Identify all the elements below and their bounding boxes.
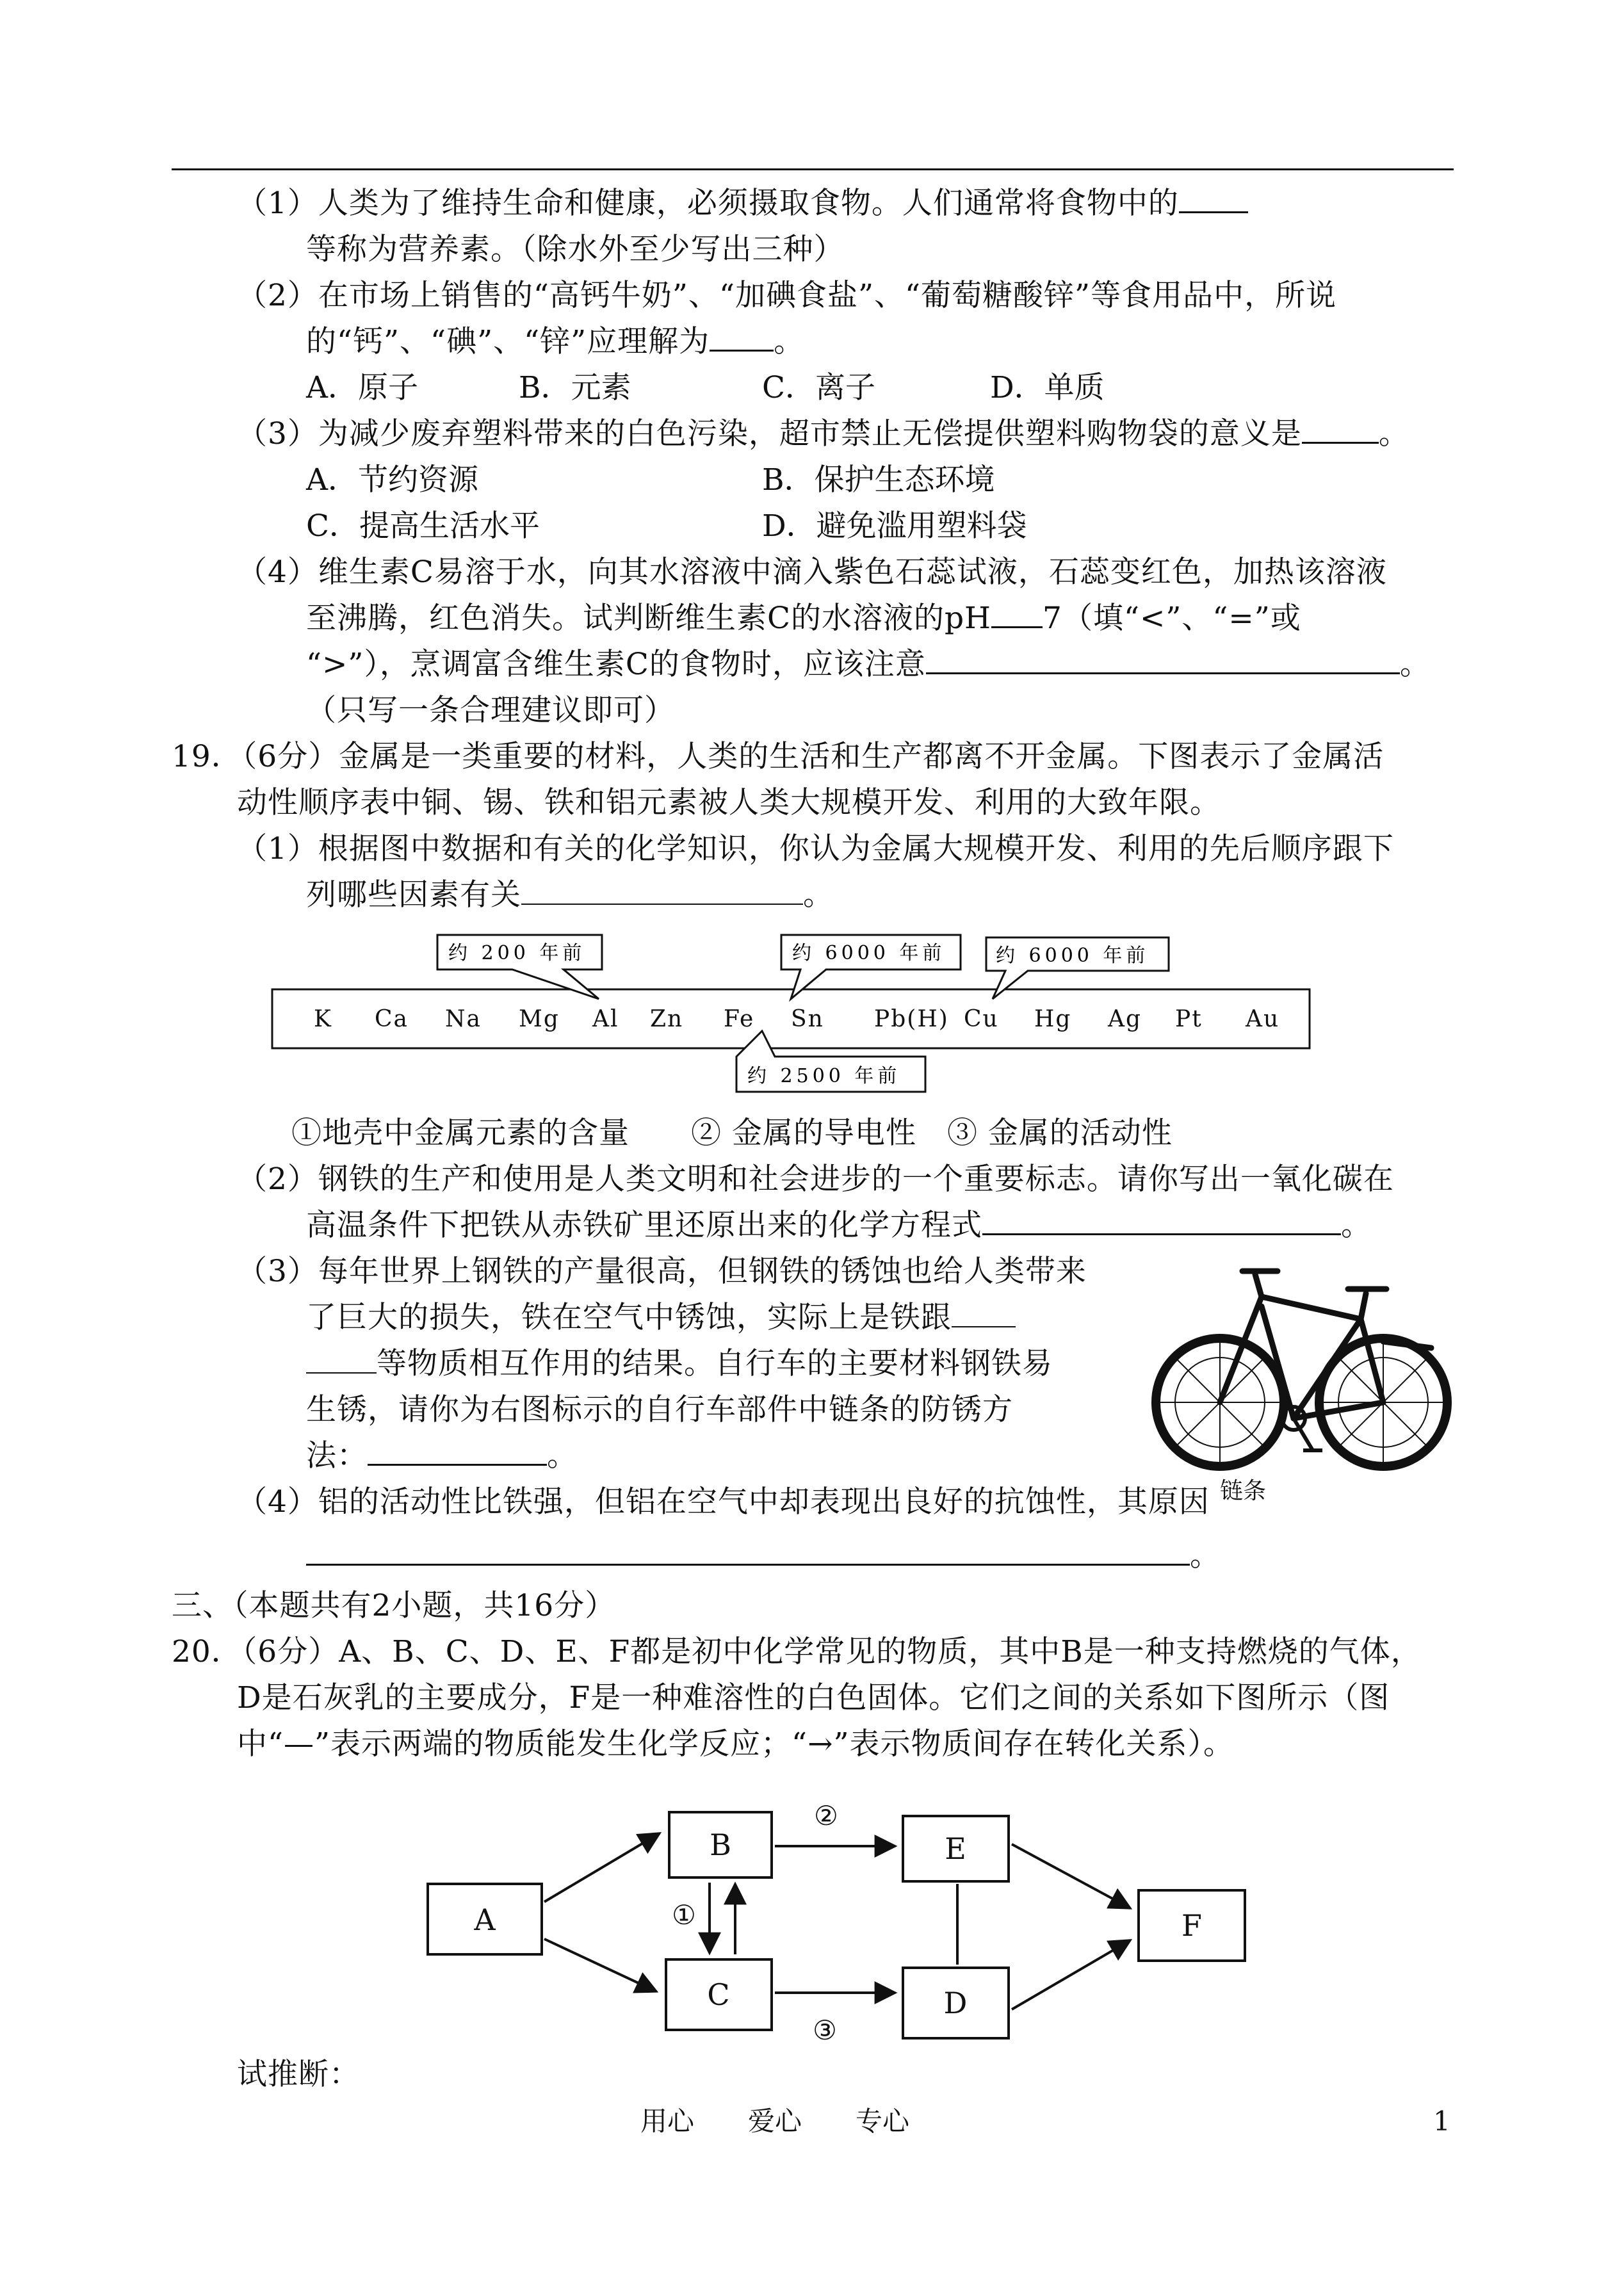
q18-part3-option-c: C．提高生活水平 [306,508,540,544]
q19-part3-line1: （3）每年世界上钢铁的产量很高，但钢铁的锈蚀也给人类带来 [237,1254,1087,1289]
node-d-label: D [943,1986,968,2020]
series-metal: Hg [1034,1006,1072,1032]
page-number: 1 [1433,2105,1450,2137]
q18-option-d: D．单质 [990,370,1105,405]
callout-text: 约 2500 年前 [747,1065,901,1087]
series-metal: Ag [1108,1006,1142,1032]
arrow-d-f [1012,1940,1130,2009]
q19-part4-line1: （4）铝的活动性比铁强，但铝在空气中却表现出良好的抗蚀性，其原因 [237,1484,1210,1520]
q18-part3-line1: （3）为减少废弃塑料带来的白色污染，超市禁止无偿提供塑料购物袋的意义是 。 [237,416,1409,451]
q18-part3-option-b: B．保护生态环境 [762,462,995,498]
mark-3: ③ [813,2015,837,2046]
mark-2: ② [814,1800,838,1831]
q18-part4-line4: （只写一条合理建议即可） [306,693,675,728]
q18-option-c: C．离子 [762,370,875,405]
q19-part1-line2: 列哪些因素有关 。 [306,877,834,912]
q19-part2-line2: 高温条件下把铁从赤铁矿里还原出来的化学方程式 。 [306,1208,1372,1243]
q18-part4-line3: “>”），烹调富含维生素C的食物时，应该注意 。 [306,647,1431,682]
footer-center: 用心 爱心 专心 [640,2105,910,2137]
series-metal: K [314,1006,332,1032]
series-metal: Pt [1175,1006,1203,1032]
node-c-label: C [707,1977,730,2012]
series-metal: Cu [964,1006,999,1032]
section-3-heading: 三、（本题共有2小题，共16分） [172,1588,616,1623]
q20-line3: 中“—”表示两端的物质能发生化学反应；“→”表示物质间存在转化关系）。 [237,1726,1234,1762]
node-e-label: E [945,1831,966,1866]
q18-part1-line1: （1）人类为了维持生命和健康，必须摄取食物。人们通常将食物中的 [237,184,1248,223]
arrow-e-f [1012,1844,1130,1908]
q18-option-a: A．原子 [306,370,418,405]
q19-part1-line1: （1）根据图中数据和有关的化学知识，你认为金属大规模开发、利用的先后顺序跟下 [237,831,1394,866]
q19-part3-line5: 法： 。 [306,1438,578,1473]
series-metal: Fe [724,1006,755,1032]
q19-factors: ①地壳中金属元素的含量 ② 金属的导电性 ③ 金属的活动性 [291,1115,1173,1151]
callout-text: 约 200 年前 [448,942,586,964]
q19-intro-line1: 19．（6分）金属是一类重要的材料，人类的生活和生产都离不开金属。下图表示了金属活 [172,739,1384,774]
q18-part2-line1: （2）在市场上销售的“高钙牛奶”、“加碘食盐”、“葡萄糖酸锌”等食用品中，所说 [237,278,1337,313]
arrow-a-b [544,1833,660,1902]
series-metal: Na [445,1006,482,1032]
q20-infer-label: 试推断： [237,2057,360,2092]
q20-line2: D是石灰乳的主要成分，F是一种难溶性的白色固体。它们之间的关系如下图所示（图 [237,1680,1390,1715]
series-metal: Sn [791,1006,824,1032]
q18-part2-line2: 的“钙”、“碘”、“锌”应理解为 。 [306,324,805,359]
q20-line1: 20．（6分）A、B、C、D、E、F都是初中化学常见的物质，其中B是一种支持燃烧的气体， [172,1634,1422,1669]
node-f-label: F [1181,1908,1202,1943]
node-b-label: B [710,1828,731,1862]
q18-part1-line2: 等称为营养素。（除水外至少写出三种） [306,232,845,267]
q19-part3-line2: 了巨大的损失，铁在空气中锈蚀，实际上是铁跟 [306,1299,1016,1337]
callout-text: 约 6000 年前 [996,945,1149,967]
q19-part2-line1: （2）钢铁的生产和使用是人类文明和社会进步的一个重要标志。请你写出一氧化碳在 [237,1162,1394,1197]
q18-part4-line2: 至沸腾，红色消失。试判断维生素C的水溶液的pH 7（填“<”、“=”或 [306,601,1301,636]
series-metal: Ca [375,1006,409,1032]
q19-intro-line2: 动性顺序表中铜、锡、铁和铝元素被人类大规模开发、利用的大致年限。 [237,785,1221,820]
callout-text: 约 6000 年前 [792,942,946,964]
series-metal: Zn [650,1006,684,1032]
series-metal: Al [592,1006,619,1032]
q18-part3-option-d: D．避免滥用塑料袋 [762,508,1027,544]
q19-part3-line4: 生锈，请你为右图标示的自行车部件中链条的防锈方 [306,1392,1013,1427]
q19-part4-line2: 。 [306,1537,1221,1575]
series-metal: Mg [519,1006,560,1032]
q19-part3-line3: 等物质相互作用的结果。自行车的主要材料钢铁易 [306,1345,1053,1383]
mark-1: ① [672,1899,696,1931]
chain-label: 链条 [1220,1478,1267,1504]
series-metal: Pb(H) [874,1006,949,1032]
q18-option-b: B．元素 [519,370,631,405]
series-metal: Au [1246,1006,1280,1032]
q18-part3-option-a: A．节约资源 [306,462,478,498]
node-a-label: A [474,1902,496,1937]
arrow-a-c [544,1939,656,1991]
q18-part4-line1: （4）维生素C易溶于水，向其水溶液中滴入紫色石蕊试液，石蕊变红色，加热该溶液 [237,555,1387,590]
